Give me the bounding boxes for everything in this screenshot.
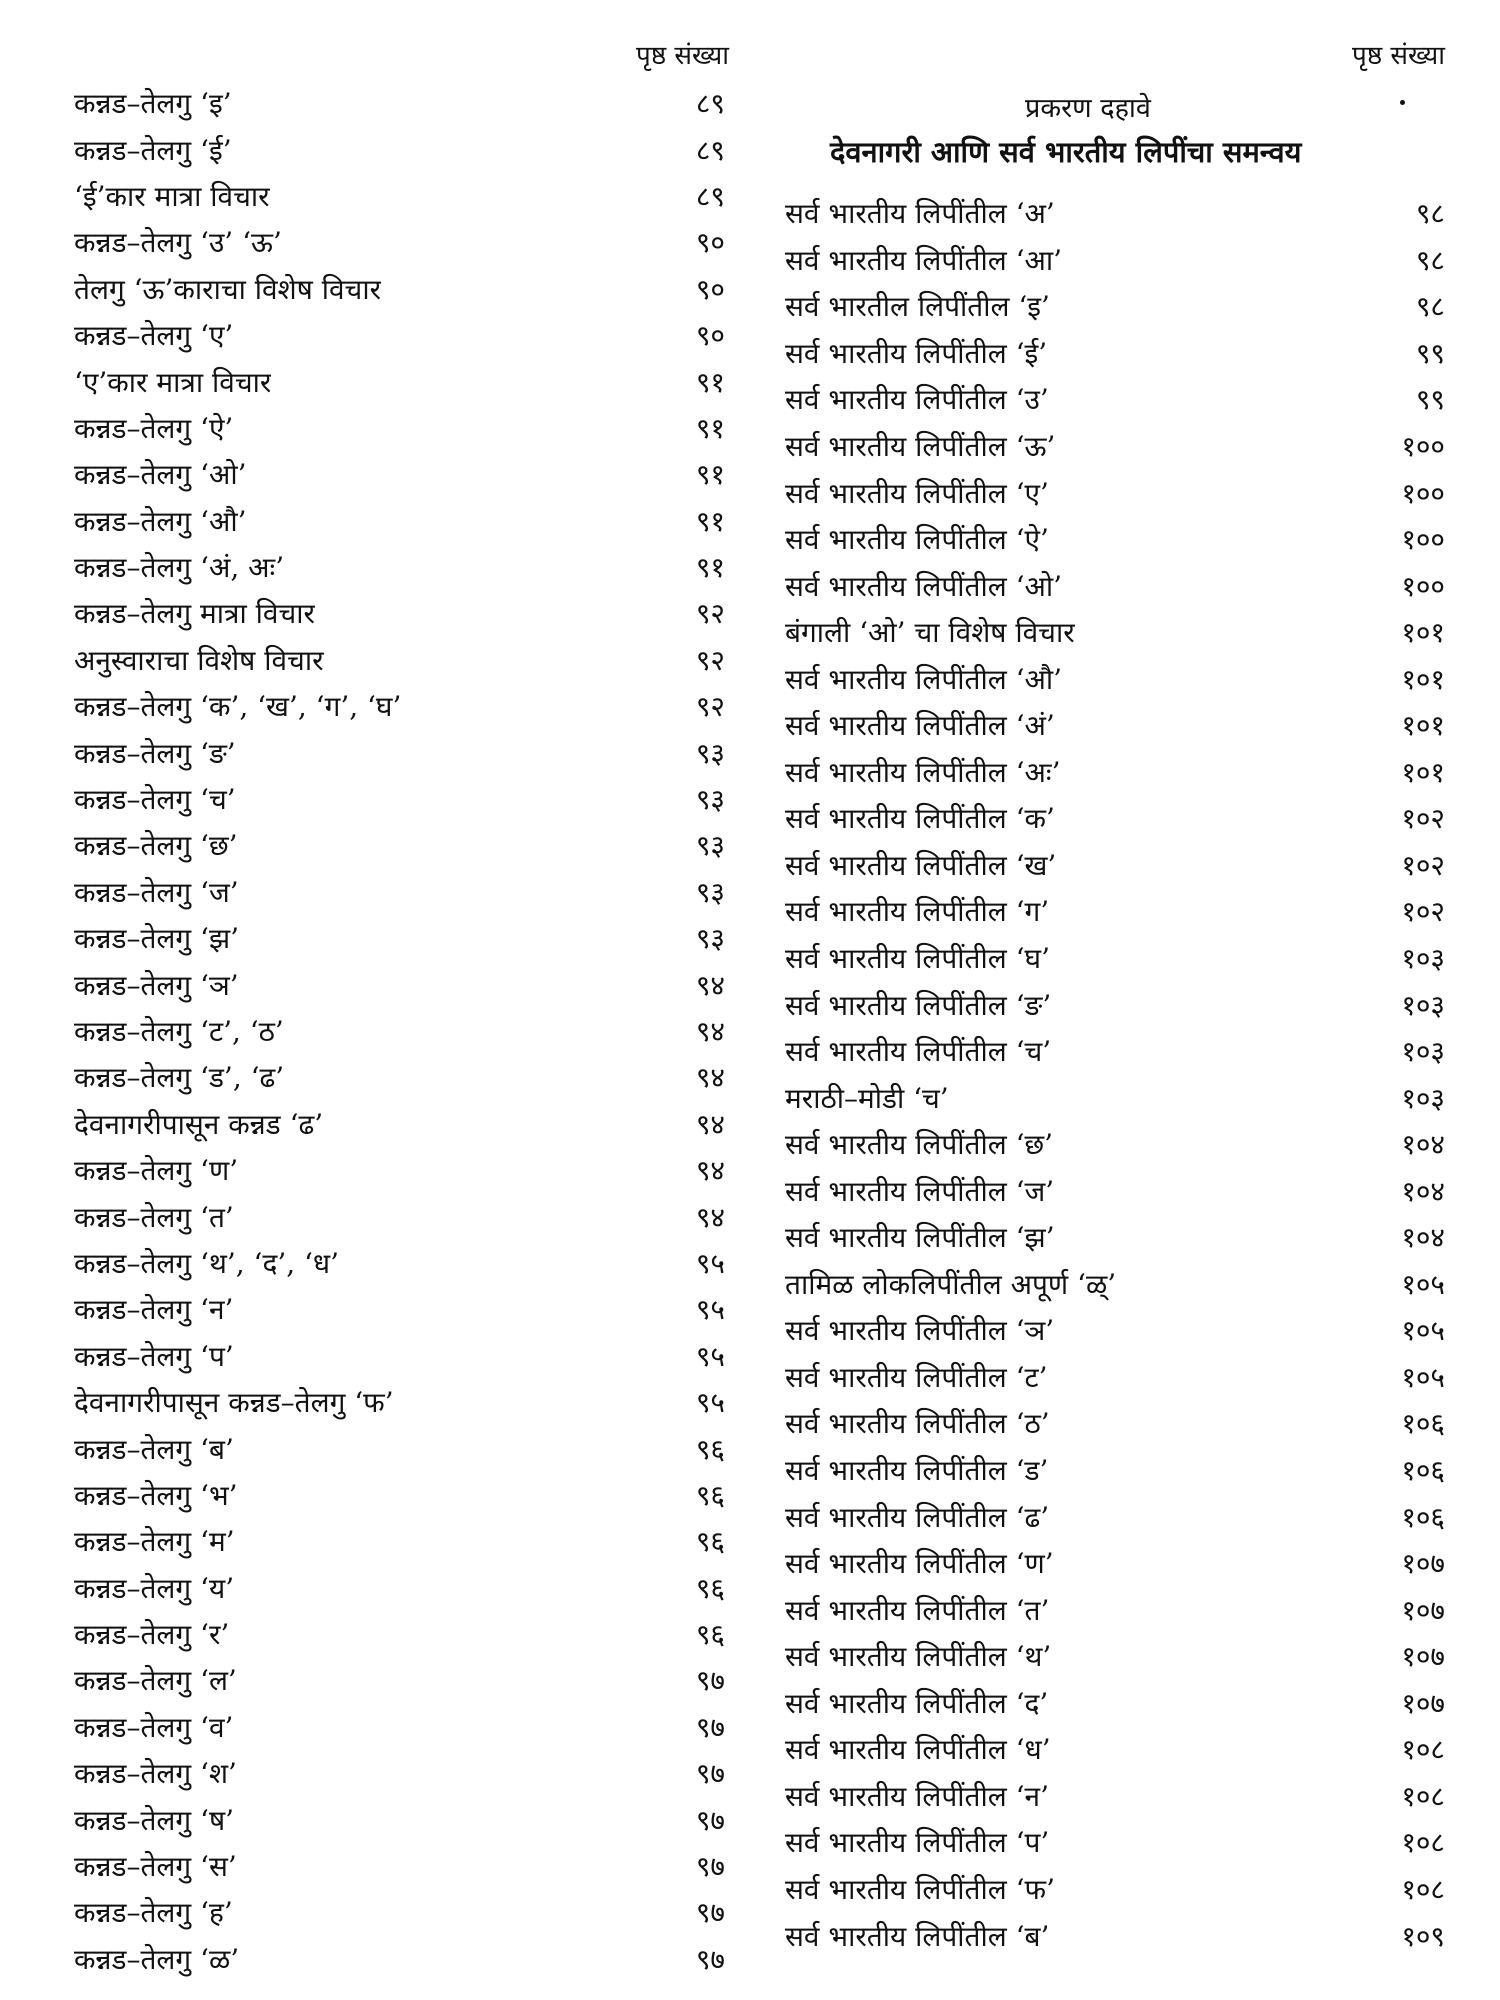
- toc-entry-page: ९६: [695, 1525, 725, 1559]
- toc-entry-title: तामिळ लोकलिपींतील अपूर्ण ‘ळ्’: [785, 1267, 1117, 1301]
- toc-entry-page: १०४: [1401, 1174, 1445, 1208]
- toc-entry: [74, 544, 729, 590]
- toc-entry-title: कन्नड–तेलगु ‘न’: [74, 1293, 234, 1327]
- toc-entry-page: ९७: [695, 1664, 725, 1698]
- toc-entry-page: ९७: [695, 1942, 725, 1976]
- toc-entry-page: १०३: [1401, 942, 1445, 976]
- toc-entry-page: १००: [1401, 569, 1445, 603]
- toc-entry-title: सर्व भारतीय लिपींतील ‘छ’: [785, 1128, 1054, 1162]
- toc-entry: [785, 1307, 1445, 1354]
- toc-entry-page: १००: [1401, 476, 1445, 510]
- toc-entry-title: सर्व भारतीय लिपींतील ‘औ’: [785, 662, 1063, 696]
- toc-entry-title: सर्व भारतीय लिपींतील ‘ञ’: [785, 1314, 1055, 1348]
- toc-entry-page: १०१: [1401, 616, 1445, 650]
- toc-entry-title: कन्नड–तेलगु ‘इ’: [74, 87, 232, 121]
- toc-entry-title: कन्नड–तेलगु ‘ल’: [74, 1664, 237, 1698]
- toc-entry-page: ९४: [695, 1061, 725, 1095]
- toc-entry-page: १०५: [1401, 1360, 1445, 1394]
- toc-entry-title: कन्नड–तेलगु ‘ञ’: [74, 968, 239, 1002]
- toc-entry: [785, 237, 1445, 284]
- toc-entry-page: ९३: [695, 829, 725, 863]
- toc-entry-title: सर्व भारतीय लिपींतील ‘क’: [785, 802, 1055, 836]
- toc-entry-title: सर्व भारतीय लिपींतील ‘च’: [785, 1035, 1052, 1069]
- toc-entry-title: अनुस्वाराचा विशेष विचार: [74, 643, 324, 677]
- toc-entry-title: ‘ए’कार मात्रा विचार: [74, 365, 272, 399]
- toc-entry: [74, 1565, 729, 1611]
- toc-entry: [74, 637, 729, 683]
- toc-entry-page: ९४: [695, 1154, 725, 1188]
- toc-entry: [785, 888, 1445, 935]
- toc-entry-title: सर्व भारतीय लिपींतील ‘झ’: [785, 1221, 1055, 1255]
- toc-entry-page: ९१: [695, 504, 725, 538]
- toc-entry-title: कन्नड–तेलगु ‘ड’, ‘ढ’: [74, 1061, 285, 1095]
- toc-entry: [785, 749, 1445, 796]
- toc-entry: [785, 283, 1445, 330]
- toc-entry-page: ९८: [1415, 290, 1445, 324]
- toc-entry: [74, 498, 729, 544]
- toc-entry-page: ९४: [695, 968, 725, 1002]
- toc-entry-page: ९४: [695, 1107, 725, 1141]
- toc-entry-page: ९६: [695, 1432, 725, 1466]
- toc-entry-title: कन्नड–तेलगु ‘प’: [74, 1339, 234, 1373]
- toc-entry: [74, 915, 729, 961]
- toc-entry-title: कन्नड–तेलगु ‘श’: [74, 1757, 237, 1791]
- toc-entry: [785, 1773, 1445, 1820]
- toc-entry-title: सर्व भारतीय लिपींतील ‘ग’: [785, 895, 1050, 929]
- toc-entry: [74, 1750, 729, 1796]
- toc-entry: [74, 1518, 729, 1564]
- toc-entry-page: १०३: [1401, 1081, 1445, 1115]
- toc-entry-page: १०९: [1401, 1919, 1445, 1953]
- toc-entry-page: १०७: [1401, 1593, 1445, 1627]
- right-entry-list: [785, 190, 1445, 1959]
- toc-entry-title: कन्नड–तेलगु ‘औ’: [74, 504, 247, 538]
- toc-entry-page: ९३: [695, 875, 725, 909]
- toc-entry-page: १०७: [1401, 1547, 1445, 1581]
- toc-entry: [785, 376, 1445, 423]
- toc-entry: [74, 1379, 729, 1425]
- toc-entry-title: सर्व भारतीय लिपींतील ‘अं’: [785, 709, 1055, 743]
- toc-entry: [785, 1214, 1445, 1261]
- toc-entry-title: कन्नड–तेलगु ‘त’: [74, 1200, 234, 1234]
- toc-entry: [785, 655, 1445, 702]
- toc-entry: [74, 1240, 729, 1286]
- toc-entry: [785, 609, 1445, 656]
- toc-entry: [74, 266, 729, 312]
- toc-entry-title: बंगाली ‘ओ’ चा विशेष विचार: [785, 616, 1075, 650]
- chapter-label: प्रकरण दहावे: [1025, 93, 1151, 124]
- toc-entry-title: सर्व भारतीय लिपींतील ‘अः’: [785, 755, 1061, 789]
- toc-entry-page: १०५: [1401, 1314, 1445, 1348]
- toc-entry-page: ९४: [695, 1200, 725, 1234]
- toc-entry-title: सर्व भारतीय लिपींतील ‘थ’: [785, 1640, 1052, 1674]
- toc-entry-title: सर्व भारतीय लिपींतील ‘अ’: [785, 197, 1055, 231]
- toc-entry: [74, 1936, 729, 1982]
- toc-entry-page: ९१: [695, 551, 725, 585]
- toc-entry-page: ९२: [695, 690, 725, 724]
- toc-entry: [785, 469, 1445, 516]
- toc-entry-title: सर्व भारतीय लिपींतील ‘ढ’: [785, 1500, 1050, 1534]
- toc-entry-title: कन्नड–तेलगु ‘स’: [74, 1850, 237, 1884]
- speck-mark: [1400, 100, 1405, 105]
- toc-entry-page: १०२: [1401, 895, 1445, 929]
- toc-entry-title: कन्नड–तेलगु ‘ण’: [74, 1154, 239, 1188]
- toc-entry: [74, 358, 729, 404]
- toc-entry-page: ९३: [695, 922, 725, 956]
- toc-entry-page: ९१: [695, 411, 725, 445]
- toc-entry-page: ९४: [695, 1015, 725, 1048]
- toc-entry: [785, 1493, 1445, 1540]
- toc-entry-page: ९७: [695, 1896, 725, 1930]
- toc-entry-page: १०१: [1401, 755, 1445, 789]
- toc-entry: [74, 776, 729, 822]
- toc-entry-page: ९९: [1415, 383, 1445, 417]
- toc-entry-title: सर्व भारतीय लिपींतील ‘ङ’: [785, 988, 1052, 1022]
- toc-entry: [785, 1028, 1445, 1075]
- toc-entry: [74, 80, 729, 126]
- toc-entry-title: सर्व भारतीय लिपींतील ‘ध’: [785, 1733, 1051, 1767]
- toc-entry-page: ९७: [695, 1803, 725, 1837]
- toc-entry-title: सर्व भारतीय लिपींतील ‘आ’: [785, 243, 1063, 277]
- toc-entry-page: ९६: [695, 1478, 725, 1512]
- toc-entry: [74, 1333, 729, 1379]
- toc-entry: [74, 1147, 729, 1193]
- toc-entry: [785, 795, 1445, 842]
- toc-entry: [74, 1286, 729, 1332]
- toc-entry-title: सर्व भारतीय लिपींतील ‘ब’: [785, 1919, 1050, 1953]
- toc-entry-title: सर्व भारतील लिपींतील ‘इ’: [785, 290, 1050, 324]
- toc-entry: [785, 1074, 1445, 1121]
- toc-entry: [74, 1704, 729, 1750]
- toc-entry: [74, 1054, 729, 1100]
- toc-entry-page: १०२: [1401, 848, 1445, 882]
- toc-entry: [785, 702, 1445, 749]
- toc-entry-title: सर्व भारतीय लिपींतील ‘ण’: [785, 1547, 1054, 1581]
- toc-entry-page: ९७: [695, 1757, 725, 1791]
- chapter-title: देवनागरी आणि सर्व भारतीय लिपींचा समन्वय: [830, 135, 1302, 169]
- toc-entry: [785, 516, 1445, 563]
- toc-entry-page: १००: [1401, 430, 1445, 463]
- toc-entry: [74, 1657, 729, 1703]
- toc-entry-title: सर्व भारतीय लिपींतील ‘ख’: [785, 848, 1057, 882]
- toc-entry: [785, 1354, 1445, 1401]
- toc-entry-title: सर्व भारतीय लिपींतील ‘ऐ’: [785, 523, 1049, 557]
- toc-entry: [785, 1400, 1445, 1447]
- toc-entry: [74, 729, 729, 775]
- toc-entry-page: १०५: [1401, 1267, 1445, 1301]
- toc-entry-title: सर्व भारतीय लिपींतील ‘ई’: [785, 336, 1048, 370]
- toc-entry: [74, 1101, 729, 1147]
- toc-entry: [785, 1447, 1445, 1494]
- toc-entry: [74, 126, 729, 172]
- toc-entry-title: कन्नड–तेलगु ‘ब’: [74, 1432, 234, 1466]
- toc-entry-title: कन्नड–तेलगु ‘ज’: [74, 875, 239, 909]
- toc-entry-page: १००: [1401, 523, 1445, 557]
- toc-entry-page: १०३: [1401, 988, 1445, 1022]
- toc-entry-title: कन्नड–तेलगु ‘थ’, ‘द’, ‘ध’: [74, 1246, 340, 1280]
- toc-entry-page: ९३: [695, 783, 725, 817]
- toc-entry-page: ९२: [695, 643, 725, 677]
- toc-entry: [74, 1796, 729, 1842]
- toc-entry-title: कन्नड–तेलगु ‘उ’ ‘ऊ’: [74, 226, 282, 260]
- toc-entry: [74, 1008, 729, 1054]
- toc-entry-title: सर्व भारतीय लिपींतील ‘ऊ’: [785, 430, 1056, 463]
- toc-entry-title: कन्नड–तेलगु ‘व’: [74, 1710, 234, 1744]
- toc-entry-page: १०६: [1401, 1500, 1445, 1534]
- toc-entry-title: कन्नड–तेलगु ‘ऐ’: [74, 411, 234, 445]
- toc-entry-page: १०१: [1401, 709, 1445, 743]
- toc-entry-page: ९७: [695, 1710, 725, 1744]
- toc-entry: [785, 981, 1445, 1028]
- toc-entry: [785, 1866, 1445, 1913]
- toc-entry-page: ९८: [1415, 243, 1445, 277]
- toc-entry-page: ९६: [695, 1618, 725, 1652]
- toc-entry-page: ९१: [695, 365, 725, 399]
- toc-entry-title: कन्नड–तेलगु ‘य’: [74, 1571, 235, 1605]
- toc-entry-title: कन्नड–तेलगु मात्रा विचार: [74, 597, 315, 631]
- toc-entry-title: कन्नड–तेलगु ‘ए’: [74, 319, 234, 353]
- toc-entry-title: कन्नड–तेलगु ‘म’: [74, 1525, 235, 1559]
- toc-entry-title: कन्नड–तेलगु ‘ङ’: [74, 736, 236, 770]
- right-page-number-header: पृष्ठ संख्या: [1352, 41, 1445, 71]
- toc-entry: [74, 1843, 729, 1889]
- toc-entry: [74, 961, 729, 1007]
- toc-entry-title: सर्व भारतीय लिपींतील ‘ए’: [785, 476, 1049, 510]
- toc-entry: [74, 590, 729, 636]
- toc-entry: [785, 1586, 1445, 1633]
- toc-entry-title: सर्व भारतीय लिपींतील ‘ठ’: [785, 1407, 1050, 1441]
- left-entry-list: [74, 80, 729, 1982]
- toc-entry-page: ९०: [695, 226, 725, 260]
- toc-entry-page: ९८: [1415, 197, 1445, 231]
- toc-entry-page: १०६: [1401, 1454, 1445, 1488]
- toc-entry-title: कन्नड–तेलगु ‘र’: [74, 1618, 230, 1652]
- toc-entry-page: ९९: [1415, 336, 1445, 370]
- toc-entry-title: सर्व भारतीय लिपींतील ‘घ’: [785, 942, 1050, 976]
- toc-entry-title: सर्व भारतीय लिपींतील ‘द’: [785, 1686, 1049, 1720]
- toc-entry: [785, 562, 1445, 609]
- toc-entry-page: ९०: [695, 272, 725, 306]
- toc-entry: [74, 405, 729, 451]
- toc-entry-title: सर्व भारतीय लिपींतील ‘ट’: [785, 1360, 1048, 1394]
- toc-entry-title: कन्नड–तेलगु ‘ट’, ‘ठ’: [74, 1015, 284, 1048]
- toc-entry-title: देवनागरीपासून कन्नड–तेलगु ‘फ’: [74, 1386, 394, 1420]
- toc-entry-page: ८९: [695, 179, 725, 213]
- toc-entry-page: ८९: [695, 87, 725, 121]
- toc-entry-page: ९७: [695, 1850, 725, 1884]
- toc-entry: [74, 1472, 729, 1518]
- toc-entry: [74, 1889, 729, 1935]
- toc-entry: [785, 423, 1445, 470]
- toc-entry-title: सर्व भारतीय लिपींतील ‘ड’: [785, 1454, 1049, 1488]
- toc-entry-page: १०८: [1401, 1826, 1445, 1860]
- toc-entry: [74, 1425, 729, 1471]
- toc-entry: [785, 842, 1445, 889]
- toc-entry-title: सर्व भारतीय लिपींतील ‘ओ’: [785, 569, 1063, 603]
- toc-entry: [74, 869, 729, 915]
- toc-entry: [74, 219, 729, 265]
- toc-entry-title: कन्नड–तेलगु ‘ह’: [74, 1896, 233, 1930]
- toc-entry-page: १०८: [1401, 1872, 1445, 1906]
- toc-entry-page: ९६: [695, 1571, 725, 1605]
- toc-entry-title: कन्नड–तेलगु ‘झ’: [74, 922, 240, 956]
- toc-entry: [785, 330, 1445, 377]
- toc-entry-page: ९५: [695, 1386, 725, 1420]
- toc-entry-title: कन्नड–तेलगु ‘ई’: [74, 133, 232, 167]
- toc-entry-page: १०१: [1401, 662, 1445, 696]
- toc-entry-title: कन्नड–तेलगु ‘क’, ‘ख’, ‘ग’, ‘घ’: [74, 690, 402, 724]
- toc-entry: [74, 1193, 729, 1239]
- toc-entry-title: तेलगु ‘ऊ’काराचा विशेष विचार: [74, 272, 382, 306]
- toc-entry-page: ९२: [695, 597, 725, 631]
- toc-entry-title: सर्व भारतीय लिपींतील ‘ज’: [785, 1174, 1055, 1208]
- toc-entry: [74, 312, 729, 358]
- toc-entry: [785, 1726, 1445, 1773]
- toc-entry-title: सर्व भारतीय लिपींतील ‘प’: [785, 1826, 1050, 1860]
- toc-entry-title: कन्नड–तेलगु ‘भ’: [74, 1478, 238, 1512]
- toc-entry-page: १०७: [1401, 1640, 1445, 1674]
- toc-entry-page: १०८: [1401, 1733, 1445, 1767]
- toc-entry-page: १०४: [1401, 1221, 1445, 1255]
- toc-entry-title: देवनागरीपासून कन्नड ‘ढ’: [74, 1107, 324, 1141]
- toc-entry: [785, 1121, 1445, 1168]
- toc-entry: [785, 190, 1445, 237]
- toc-entry-page: १०८: [1401, 1779, 1445, 1813]
- toc-entry-title: सर्व भारतीय लिपींतील ‘न’: [785, 1779, 1049, 1813]
- toc-entry-title: मराठी–मोडी ‘च’: [785, 1081, 949, 1115]
- left-page-number-header: पृष्ठ संख्या: [636, 41, 729, 71]
- toc-entry: [785, 1633, 1445, 1680]
- toc-entry: [785, 1540, 1445, 1587]
- toc-entry-page: ९५: [695, 1293, 725, 1327]
- toc-entry: [74, 1611, 729, 1657]
- toc-entry-page: १०६: [1401, 1407, 1445, 1441]
- toc-entry: [785, 1819, 1445, 1866]
- toc-entry-page: १०७: [1401, 1686, 1445, 1720]
- toc-entry: [74, 451, 729, 497]
- toc-entry: [785, 1680, 1445, 1727]
- toc-entry-page: १०३: [1401, 1035, 1445, 1069]
- toc-entry-title: कन्नड–तेलगु ‘ष’: [74, 1803, 235, 1837]
- toc-entry: [785, 1261, 1445, 1308]
- toc-entry: [785, 1912, 1445, 1959]
- toc-entry-page: ९१: [695, 458, 725, 492]
- toc-entry: [74, 173, 729, 219]
- toc-entry: [785, 935, 1445, 982]
- toc-entry-title: कन्नड–तेलगु ‘ओ’: [74, 458, 247, 492]
- toc-entry-title: सर्व भारतीय लिपींतील ‘फ’: [785, 1872, 1056, 1906]
- toc-entry-page: १०४: [1401, 1128, 1445, 1162]
- toc-entry-title: ‘ई’कार मात्रा विचार: [74, 179, 270, 213]
- toc-entry-page: ९५: [695, 1246, 725, 1280]
- toc-entry-page: ९३: [695, 736, 725, 770]
- toc-entry-title: कन्नड–तेलगु ‘छ’: [74, 829, 238, 863]
- toc-entry-page: १०२: [1401, 802, 1445, 836]
- toc-entry-title: सर्व भारतीय लिपींतील ‘त’: [785, 1593, 1050, 1627]
- toc-entry-page: ९५: [695, 1339, 725, 1373]
- toc-entry-title: कन्नड–तेलगु ‘ळ’: [74, 1942, 240, 1976]
- toc-entry: [74, 683, 729, 729]
- toc-entry: [785, 1167, 1445, 1214]
- toc-entry: [74, 822, 729, 868]
- toc-entry-title: सर्व भारतीय लिपींतील ‘उ’: [785, 383, 1049, 417]
- toc-entry-page: ९०: [695, 319, 725, 353]
- toc-entry-title: कन्नड–तेलगु ‘च’: [74, 783, 236, 817]
- toc-entry-title: कन्नड–तेलगु ‘अं, अः’: [74, 551, 285, 585]
- toc-entry-page: ८९: [695, 133, 725, 167]
